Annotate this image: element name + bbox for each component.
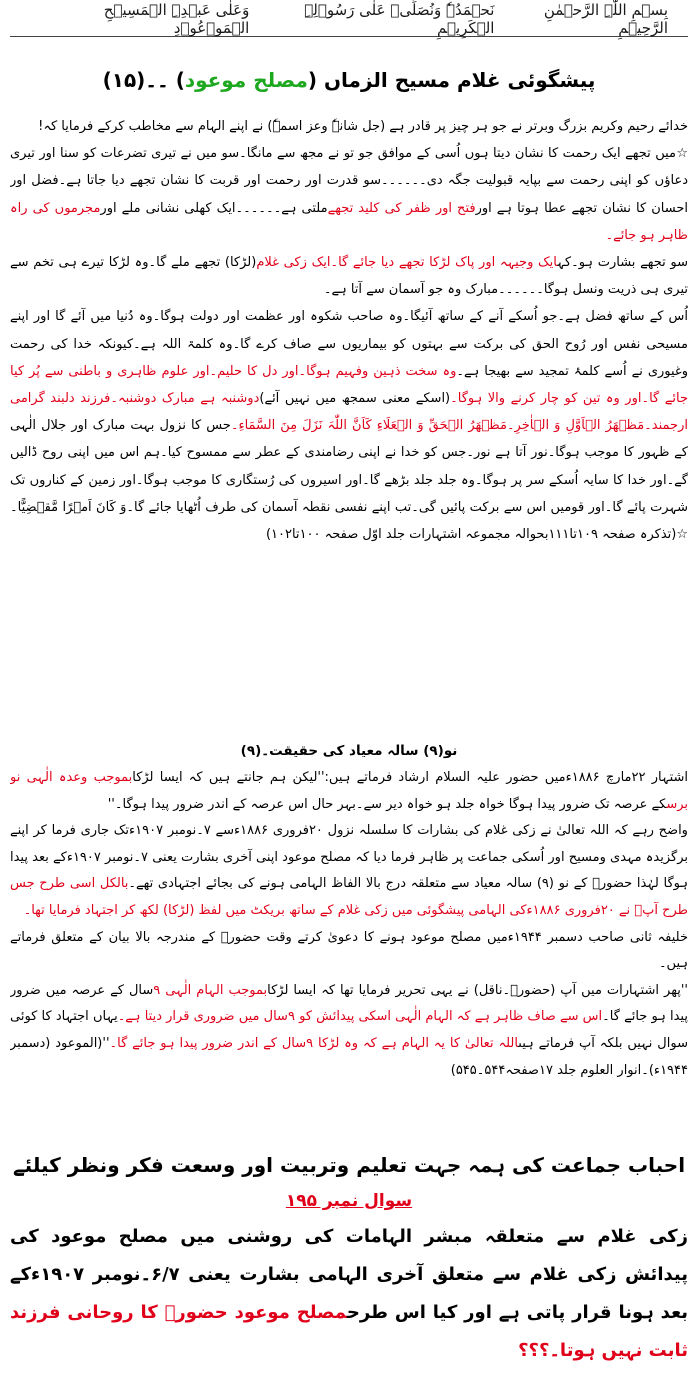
mahdi-salutation-text: وَعَلٰی عَبۡدِہِ الۡمَسِیۡحِ الۡمَوۡعُوۡدِ bbox=[103, 1, 250, 37]
paragraph-glad-tidings: سو تجھے بشارت ہو۔کہایک وجیہہ اور پاک لڑکا تجھے دیا جائے گا۔ایک زکی غلام(لڑکا) تجھے ملے گا۔وہ لڑکا تیرے ہی تخم سے تیری ہی ذریت ونسل ہوگا۔۔۔۔۔۔مبارک وہ جو آسمان سے آتا ہے۔ bbox=[10, 255, 688, 298]
title-highlight: مصلح موعود bbox=[184, 68, 308, 92]
question-heading: سوال نمبر ۱۹۵ bbox=[285, 1191, 413, 1211]
invocation-header bbox=[10, 1, 688, 37]
paragraph-quote: ''پھر اشتہارات میں آپ (حضورؑ۔ناقل) نے یہی تحریر فرمایا تھا کہ ایسا لڑکابموجب الہام الٰہی ۹سال کے عرصہ میں ضرور پیدا ہو جائے گا۔اس سے صاف ظاہر ہے کہ الہام الٰہی اسکی پیدائش کو ۹سال میں ضروری قرار دیتا ہے۔یہاں اجتہاد کا کوئی سوال نہیں بلکہ آپ فرماتے ہیںاللہ تعالیٰ کا یہ الہام ہے کہ وہ لڑکا ۹سال کے اندر ضرور پیدا ہو جائے گا۔''(الموعود (دسمبر ۱۹۴۴ء)۔انوار العلوم جلد ۱۷صفحہ۵۴۴۔۵۴۵) bbox=[10, 982, 688, 1078]
paragraph-intro: خدائے رحیم وکریم بزرگ وبرتر نے جو ہر چیز پر قادر ہے (جل شانہٗ وعز اسمہٗ) نے اپنے الہام سے مخاطب کرکے فرمایا کہ! bbox=[38, 119, 688, 134]
paragraph-clarification: واضح رہے کہ اللہ تعالیٰ نے زکی غلام کی بشارات کا سلسلہ نزول ۲۰فروری ۱۸۸۶ءسے ۷۔نومبر ۱۹۰۷ءتک جاری فرما کر اپنے برگزیدہ مہدی ومسیح اور اُسکی جماعت پر ظاہر فرما دیا کہ مصلح موعود اپنی آخری بشارت یعنی ۷۔نومبر ۱۹۰۷ءکے بعد پیدا ہوگا لہٰذا حضورؑ کے نو (۹) سالہ معیاد سے متعلقہ درج بالا الفاظ الہامی ہونے کی بجائے اجتہادی تھے۔بالکل اسی طرح جس طرح آپؑ نے ۲۰فروری ۱۸۸۶ءکی الہامی پیشگوئی میں زکی غلام کے ساتھ بریکٹ میں لفظ (لڑکا) لکھ کر اجتہاد فرمایا تھا۔ bbox=[10, 823, 688, 918]
paragraph-khalifa: خلیفہ ثانی صاحب دسمبر ۱۹۴۴ءمیں مصلح موعود ہونے کا دعویٰ کرتے وقت حضورؑ کے مندرجہ بالا بیان کے متعلق فرماتے ہیں۔ bbox=[10, 929, 688, 972]
durood-text: نَحۡمَدُہٗ وَنُصَلِّیۡ عَلٰی رَسُوۡلِہِ الۡکَرِیۡمِ bbox=[304, 1, 495, 37]
prophecy-text bbox=[10, 113, 688, 737]
paragraph-attributes: اُس کے ساتھ فضل ہے۔جو اُسکے آنے کے ساتھ آئیگا۔وہ صاحب شکوہ اور عظمت اور دولت ہوگا۔وہ دُنیا میں آئے گا اور اپنے مسیحی نفس اور رُوح الحق کی برکت سے بہتوں کو بیماریوں سے صاف کرے گا۔وہ کلمۃ اللہ ہے۔کیونکہ خدا کی رحمت وغیوری نے اُسے کلمۂ تمجید سے بھیجا ہے۔وہ سخت ذہین وفہیم ہوگا۔اور دل کا حلیم۔اور علوم ظاہری و باطنی سے پُر کیا جائے گا۔اور وہ تین کو چار کرنے والا ہوگا۔(اسکے معنی سمجھ میں نہیں آئے)دوشنبہ ہے مبارک دوشنبہ۔فرزند دلبند گرامی ارجمند۔مَظۡھَرُ الۡاَوَّلِ وَ الۡاٰخِرِ۔مَظۡھَرُ الۡحَقِّ وَ الۡعَلَاءِ کَاَنَّ اللّٰہَ نَزَلَ مِنَ السَّمَاءِ۔جس کا نزول بہت مبارک اور جلال الٰہی کے ظہور کا موجب ہوگا۔نور آتا ہے نور۔جس کو خدا نے اپنی رضامندی کے عطر سے ممسوح کیا۔ہم اس میں اپنی روح ڈالیں گے۔اور خدا کا سایہ اُسکے سر پر ہوگا۔وہ جلد جلد بڑھے گا۔اور اسیروں کی رُستگاری کا موجب ہوگا۔اور زمین کے کناروں تک شہرت پائے گا۔اور قومیں اس سے برکت پائیں گی۔تب اپنے نفسی نقطہ آسمان کی طرف اُٹھایا جائے گا۔وَ کَانَ اَمۡرًا مَّقۡضِیًّا۔☆(تذکرہ صفحہ ۱۰۹تا۱۱۱بحوالہ مجموعہ اشتہارات جلد اوّل صفحہ ۱۰۰تا۱۰۲) bbox=[10, 309, 688, 543]
paragraph-sign: ☆میں تجھے ایک رحمت کا نشان دیتا ہوں اُسی کے موافق جو تو نے مجھ سے مانگا۔سو میں نے تیری تضرعات کو سنا اور تیری دعاؤں کو اپنی رحمت سے بپایہ قبولیت جگہ دی۔۔۔۔۔۔سو قدرت اور رحمت اور قربت کا نشان تجھے دیا جاتا ہے۔فضل اور احسان کا نشان تجھے عطا ہوتا ہے اورفتح اور ظفر کی کلید تجھےملتی ہے۔۔۔۔۔۔ایک کھلی نشانی ملے اورمجرموں کی راہ ظاہر ہو جائے۔ bbox=[10, 146, 688, 243]
paragraph-announcement: اشتہار ۲۲مارچ ۱۸۸۶ءمیں حضور علیہ السلام ارشاد فرماتے ہیں:''لیکن ہم جانتے ہیں کہ ایسا لڑکابموجب وعدہ الٰہی نو برسکے عرصہ تک ضرور پیدا ہوگا خواہ جلد ہو خواہ دیر سے۔بہر حال اس عرصہ کے اندر ضرور پیدا ہوگا۔'' bbox=[10, 770, 688, 812]
page-title: پیشگوئی غلام مسیح الزماں (مصلح موعود) ۔۔(۱۵) bbox=[102, 68, 596, 92]
discussion-text bbox=[10, 765, 688, 1138]
subheading: نو(۹) سالہ معیاد کی حقیقت۔(۹) bbox=[240, 743, 458, 759]
section-heading: احباب جماعت کی ہمہ جہت تعلیم وتربیت اور وسعت فکر ونظر کیلئے bbox=[12, 1153, 686, 1177]
question-text: زکی غلام سے متعلقہ مبشر الہامات کی روشنی میں مصلح موعود کی پیدائش زکی غلام سے متعلق آخری الہامی بشارت یعنی ۶/۷۔نومبر ۱۹۰۷ءکے بعد ہونا قرار پاتی ہے اور کیا اس طرحمصلح موعود حضورؑ کا روحانی فرزند ثابت نہیں ہوتا۔؟؟؟ bbox=[10, 1226, 688, 1361]
bismillah-text: بِسۡمِ اللّٰہِ الرَّحۡمٰنِ الرَّحِیۡمِ bbox=[543, 1, 668, 37]
